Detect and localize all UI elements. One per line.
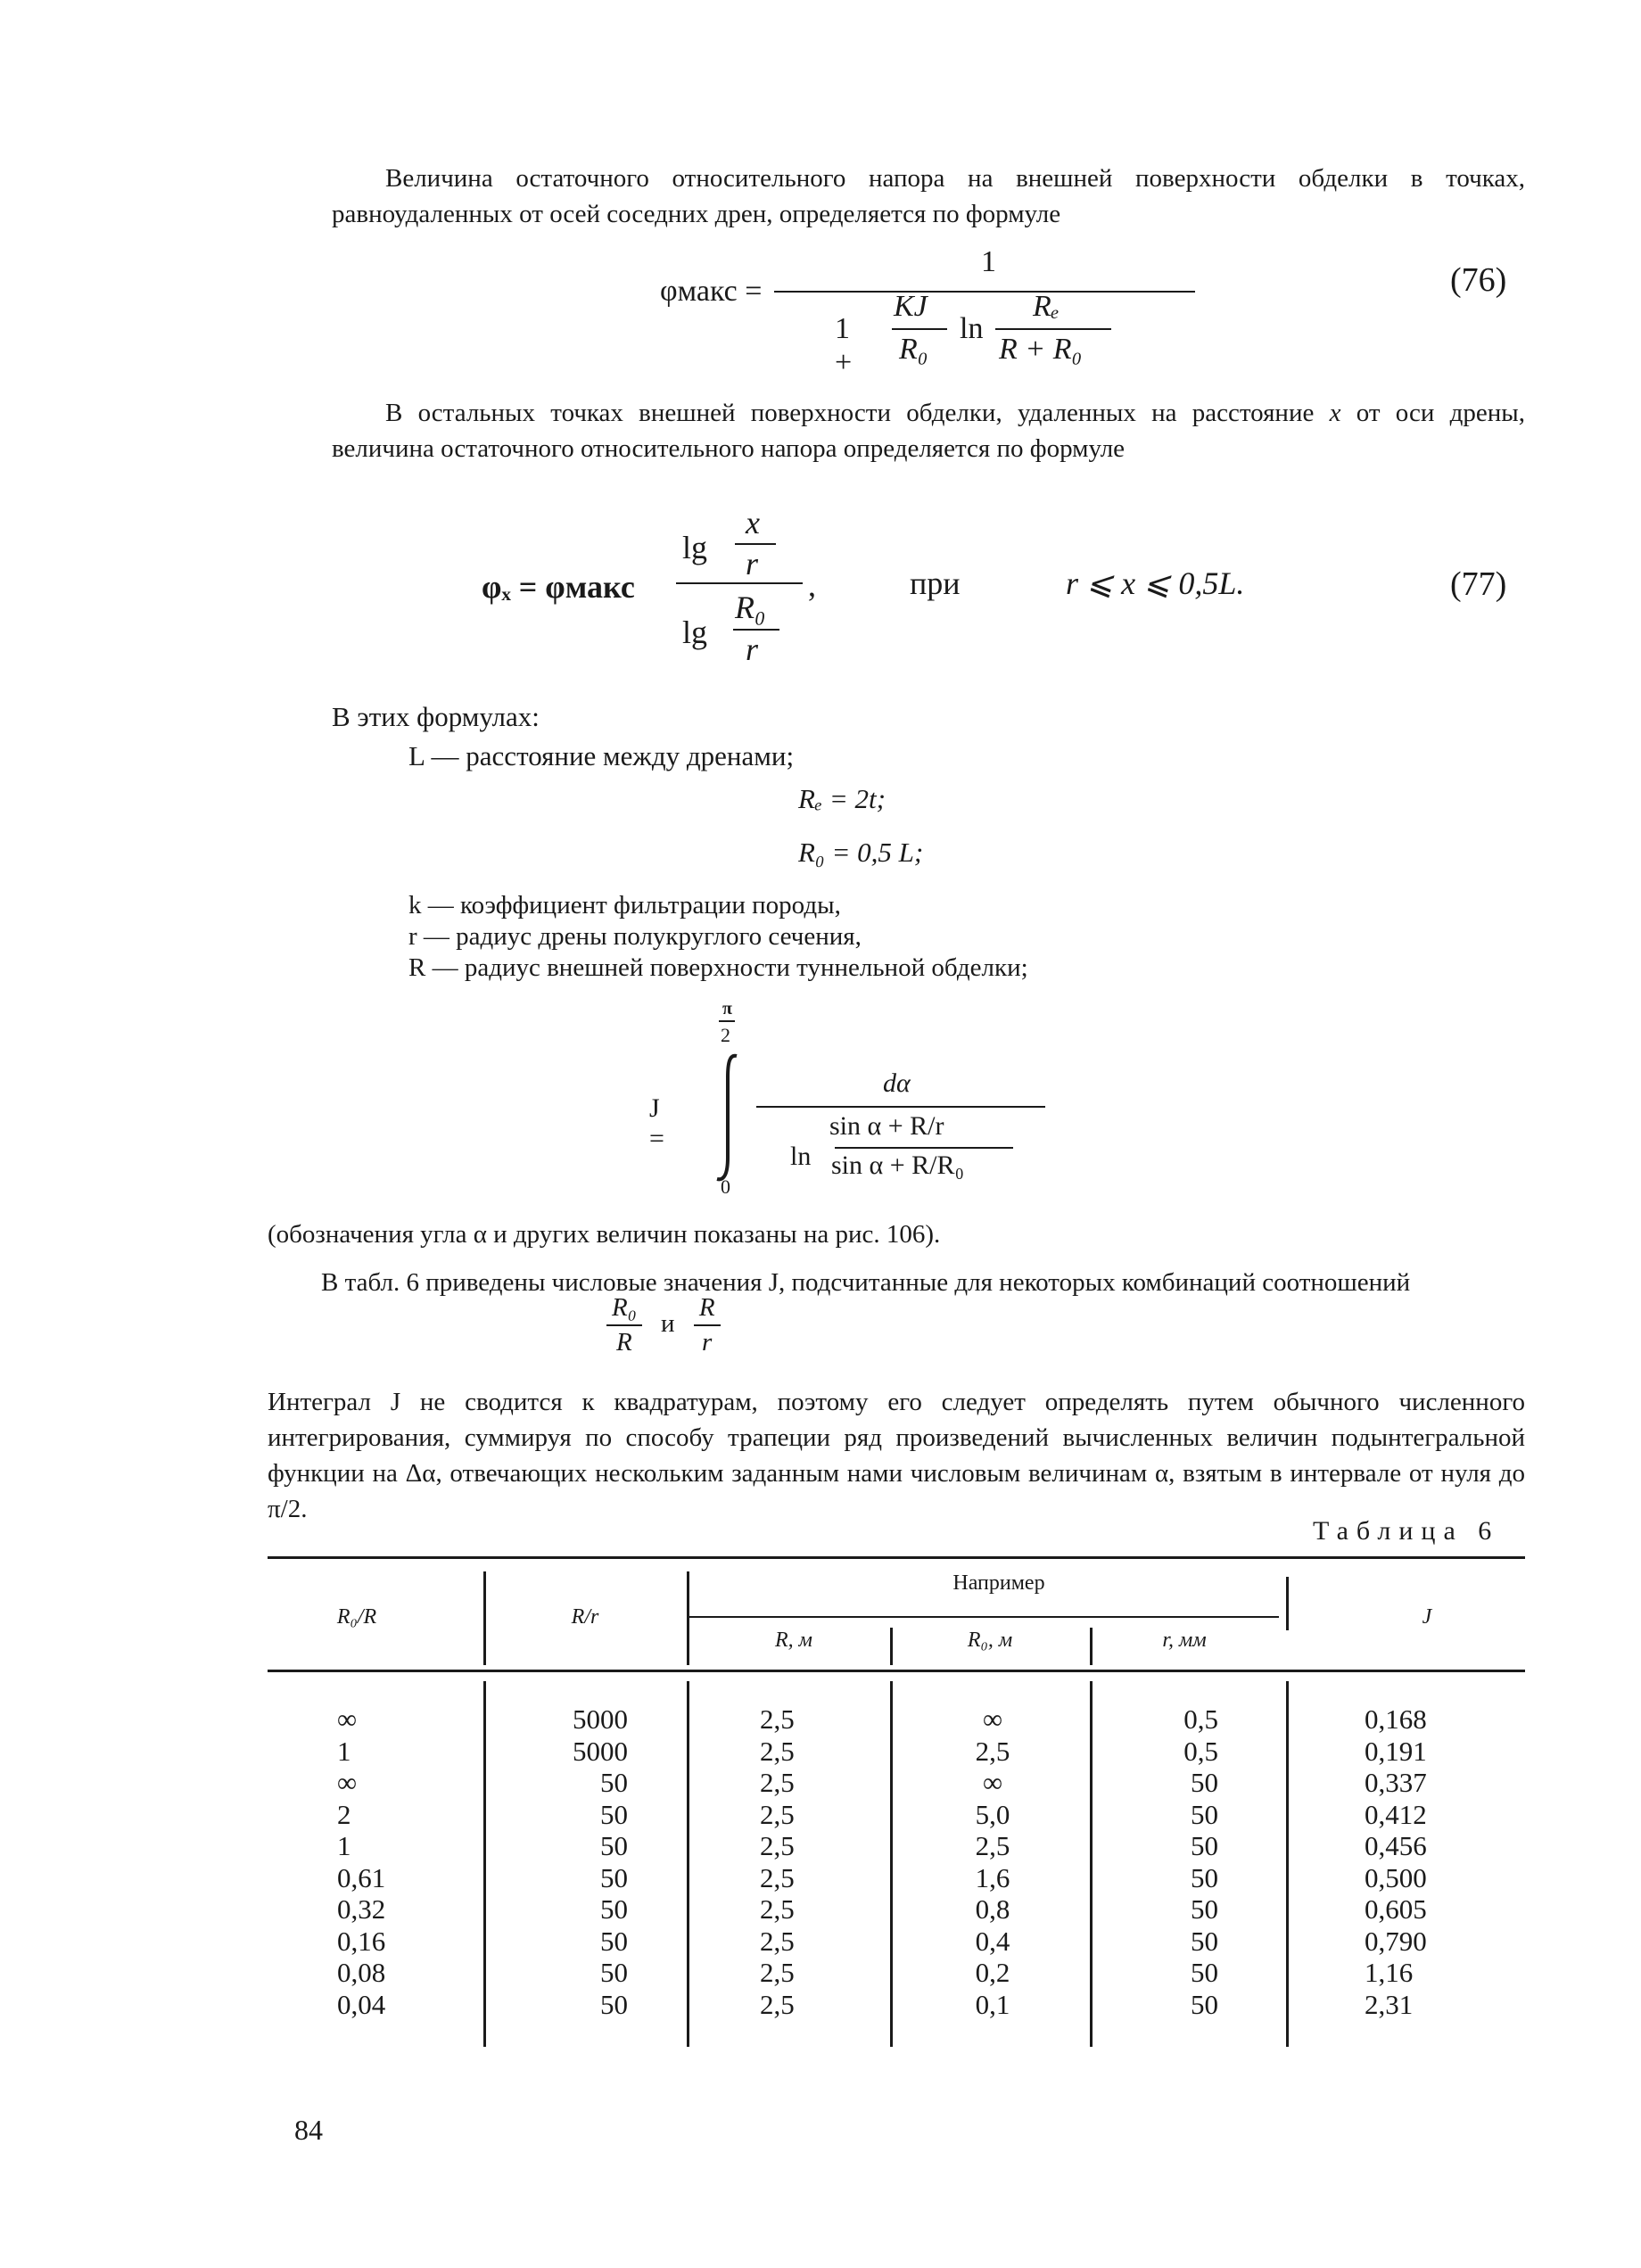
formula-77-main-bar: [676, 582, 803, 584]
table-cell: 2,5: [760, 1735, 795, 1767]
formula-76-r0: R₀: [899, 333, 928, 366]
formula-76-ln: ln: [960, 312, 984, 345]
table-cell: 50: [1191, 1957, 1218, 1988]
table-cell: 2,5: [760, 1988, 795, 2020]
table-cell: 50: [1191, 1925, 1218, 1957]
ratio-b-denominator: r: [702, 1328, 713, 1357]
table-cell: 2: [337, 1798, 351, 1830]
paragraph-5-rest: [268, 1384, 1525, 1527]
table-top-rule: [268, 1556, 1525, 1559]
formula-76-lhs: φмакс =: [660, 275, 763, 308]
formula-77-number: (77): [1450, 565, 1507, 603]
table-header-r0-m: R₀, м: [967, 1629, 1013, 1652]
table-cell: 0,456: [1365, 1830, 1427, 1861]
table-header-r-m: R, м: [775, 1629, 812, 1652]
table-cell: 50: [1191, 1830, 1218, 1861]
table-column-j: [1365, 1703, 1454, 2020]
formula-77-x: x: [746, 505, 760, 540]
integral-lower: 0: [721, 1175, 730, 1198]
table-cell: 50: [600, 1957, 628, 1988]
definition-list: [408, 890, 1028, 984]
paragraph-2-text-a: В остальных точках внешней поверхности обделки, удаленных на расстояние: [385, 399, 1330, 427]
table-cell: 50: [600, 1988, 628, 2020]
table-vline-1-head: [483, 1571, 486, 1665]
table-column-r-mm: [1156, 1703, 1218, 2020]
table-cell: 50: [600, 1767, 628, 1798]
table-cell: 2,31: [1365, 1988, 1414, 2020]
formula-77-lg-bottom: lg: [682, 614, 708, 650]
table-cell: 1,6: [975, 1861, 1010, 1893]
table-cell: 0,5: [1183, 1703, 1218, 1735]
formula-76-one-plus: 1 +: [835, 312, 853, 379]
integral-lhs: J =: [649, 1093, 664, 1153]
table-column-r0-m: [961, 1703, 1024, 2020]
table-cell: 0,61: [337, 1861, 386, 1893]
table-cell: 0,412: [1365, 1798, 1427, 1830]
integral-inner-numerator: sin α + R/r: [829, 1111, 944, 1141]
table-cell: 2,5: [760, 1703, 795, 1735]
formula-76-number: (76): [1450, 261, 1507, 299]
table-cell: 50: [600, 1830, 628, 1861]
table-cell: 50: [600, 1861, 628, 1893]
table-cell: 0,16: [337, 1925, 386, 1957]
formula-77-lhs: φₓ = φмакс: [482, 569, 635, 605]
table-cell: 5,0: [975, 1798, 1010, 1830]
table-vline-4: [1090, 1681, 1093, 2047]
ratio-fractions: [606, 1293, 721, 1357]
table-cell: 50: [1191, 1861, 1218, 1893]
table-cell: ∞: [982, 1767, 1003, 1798]
table-cell: 50: [600, 1798, 628, 1830]
table-header-r-over-r: R/r: [571, 1605, 599, 1629]
integral-upper-bar: [719, 1020, 735, 1022]
table-cell: 2,5: [760, 1925, 795, 1957]
table-cell: 50: [1191, 1893, 1218, 1925]
table-header-rule: [268, 1670, 1525, 1672]
table-cell: 0,191: [1365, 1735, 1427, 1767]
paragraph-4-text: (обозначения угла α и других величин показаны на рис. 106).: [268, 1220, 941, 1249]
table-cell: 5000: [573, 1735, 628, 1767]
formula-77-r-top: r: [746, 546, 759, 581]
table-group-rule: [689, 1616, 1279, 1618]
formula-76-kj-bar: [892, 328, 947, 330]
table-cell: ∞: [337, 1767, 358, 1798]
table-cell: 0,1: [975, 1988, 1010, 2020]
definition-L: L — расстояние между дренами;: [408, 740, 795, 771]
formula-76-r-plus-r0: R + R₀: [999, 333, 1083, 366]
integral-fraction-bar: [756, 1106, 1045, 1108]
ratio-b-numerator: R: [694, 1293, 721, 1326]
table-vline-5-head: [1286, 1577, 1289, 1630]
definition-R0: R₀ = 0,5 L;: [798, 837, 924, 868]
table-cell: ∞: [337, 1703, 358, 1735]
definition-r: r — радиус дрены полукруглого сечения,: [408, 922, 862, 951]
table-vline-5: [1286, 1681, 1289, 2047]
formula-76-numerator: 1: [981, 245, 996, 278]
table-vline-2: [687, 1681, 689, 2047]
paragraph-1-text: Величина остаточного относительного напора на внешней поверхности обделки в точках, равноудаленных от осей соседних дрен, определяется по формуле: [332, 164, 1525, 228]
table-header-group: Например: [952, 1571, 1045, 1595]
integral-ln: ln: [790, 1142, 812, 1171]
paragraph-4: [268, 1216, 1525, 1252]
table-cell: 0,32: [337, 1893, 386, 1925]
formula-77-r0: R₀: [735, 590, 766, 625]
table-cell: 50: [1191, 1798, 1218, 1830]
table-vline-2-head: [687, 1571, 689, 1665]
table-cell: 2,5: [760, 1893, 795, 1925]
paragraph-1: [332, 161, 1525, 232]
table-cell: 0,790: [1365, 1925, 1427, 1957]
table-cell: 0,5: [1183, 1735, 1218, 1767]
table-column-r-over-r: [551, 1703, 628, 2020]
paragraph-5-text-a: В табл. 6 приведены числовые значения J, подсчитанные для некоторых комбинаций соотношений: [321, 1268, 1411, 1297]
paragraph-2-x: x: [1329, 399, 1341, 427]
table-cell: 0,2: [975, 1957, 1010, 1988]
table-vline-3-head: [890, 1628, 893, 1665]
table-cell: 2,5: [760, 1798, 795, 1830]
table-header-r0-over-r: R₀/R: [336, 1605, 377, 1629]
definition-k: k — коэффициент фильтрации породы,: [408, 891, 841, 920]
formula-77-comma: ,: [808, 567, 816, 603]
table-column-r-m: [760, 1703, 813, 2020]
formula-76-kj: KJ: [894, 290, 928, 323]
table-header-j: J: [1422, 1605, 1432, 1629]
formula-77-lg-top: lg: [682, 530, 708, 565]
formula-76-ln-bar: [995, 328, 1111, 330]
table-cell: 0,4: [975, 1925, 1010, 1957]
ratio-a-numerator: R₀: [606, 1293, 642, 1326]
table-cell: 2,5: [760, 1830, 795, 1861]
table-cell: 0,08: [337, 1957, 386, 1988]
table-cell: 50: [600, 1925, 628, 1957]
formula-77-pri: при: [910, 565, 961, 601]
formula-77-r-bottom: r: [746, 631, 759, 667]
formula-76-fraction-bar: [774, 291, 1195, 293]
definition-Re: Rₑ = 2t;: [798, 783, 886, 814]
table-cell: 1,16: [1365, 1957, 1414, 1988]
table-cell: 50: [1191, 1988, 1218, 2020]
table-cell: 50: [1191, 1767, 1218, 1798]
table-cell: 2,5: [760, 1957, 795, 1988]
definitions-heading-text: В этих формулах:: [332, 701, 540, 732]
definition-R: R — радиус внешней поверхности туннельной обделки;: [408, 953, 1028, 982]
table-cell: 1: [337, 1830, 351, 1861]
table-cell: 2,5: [975, 1735, 1010, 1767]
paragraph-5-line-1: [268, 1265, 1525, 1300]
integral-inner-denominator: sin α + R/R₀: [831, 1150, 964, 1180]
integral-numerator: dα: [883, 1068, 911, 1098]
integral-upper-pi: π: [722, 999, 732, 1019]
table-cell: 2,5: [975, 1830, 1010, 1861]
ratio-a-denominator: R: [616, 1328, 632, 1357]
paragraph-2-text-b: от оси дрены, величина остаточного относительного напора определяется по формуле: [332, 399, 1525, 463]
definitions-heading: [332, 701, 540, 733]
table-cell: 0,04: [337, 1988, 386, 2020]
formula-76-re: Rₑ: [1033, 290, 1060, 323]
ratio-r-over-r: [694, 1293, 721, 1357]
paragraph-2: [332, 395, 1525, 466]
table-column-r0-over-r: [337, 1703, 426, 2020]
formula-77-condition: r ⩽ x ⩽ 0,5L.: [1066, 565, 1245, 601]
integral-sign-icon: [710, 1051, 746, 1184]
table-cell: 0,500: [1365, 1861, 1427, 1893]
table-cell: 0,605: [1365, 1893, 1427, 1925]
table-cell: 0,337: [1365, 1767, 1427, 1798]
table-header-r-mm: r, мм: [1162, 1629, 1207, 1652]
table-cell: 2,5: [760, 1767, 795, 1798]
integral-inner-bar: [835, 1147, 1013, 1149]
table-caption: Таблица 6: [1313, 1516, 1500, 1546]
table-vline-1: [483, 1681, 486, 2047]
table-cell: 50: [600, 1893, 628, 1925]
table-vline-4-head: [1090, 1628, 1093, 1665]
table-cell: 0,8: [975, 1893, 1010, 1925]
paragraph-5-text-b: Интеграл J не сводится к квадратурам, поэтому его следует определять путем обычного численного интегрирования, суммируя по способу трапеции ряд произведений вычисленных величин подынтегральной функции на Δα, отвечающих нескольким заданным нами числовым величинам α, взятым в интервале от нуля до π/2.: [268, 1388, 1525, 1523]
table-cell: 1: [337, 1735, 351, 1767]
table-cell: 0,168: [1365, 1703, 1427, 1735]
ratio-r0-over-r: [606, 1293, 642, 1357]
table-cell: 2,5: [760, 1861, 795, 1893]
table-cell: ∞: [982, 1703, 1003, 1735]
table-cell: 5000: [573, 1703, 628, 1735]
ratio-and: и: [661, 1308, 675, 1338]
page-number: 84: [294, 2114, 323, 2146]
integral-upper-2: 2: [721, 1024, 730, 1046]
table-vline-3: [890, 1681, 893, 2047]
